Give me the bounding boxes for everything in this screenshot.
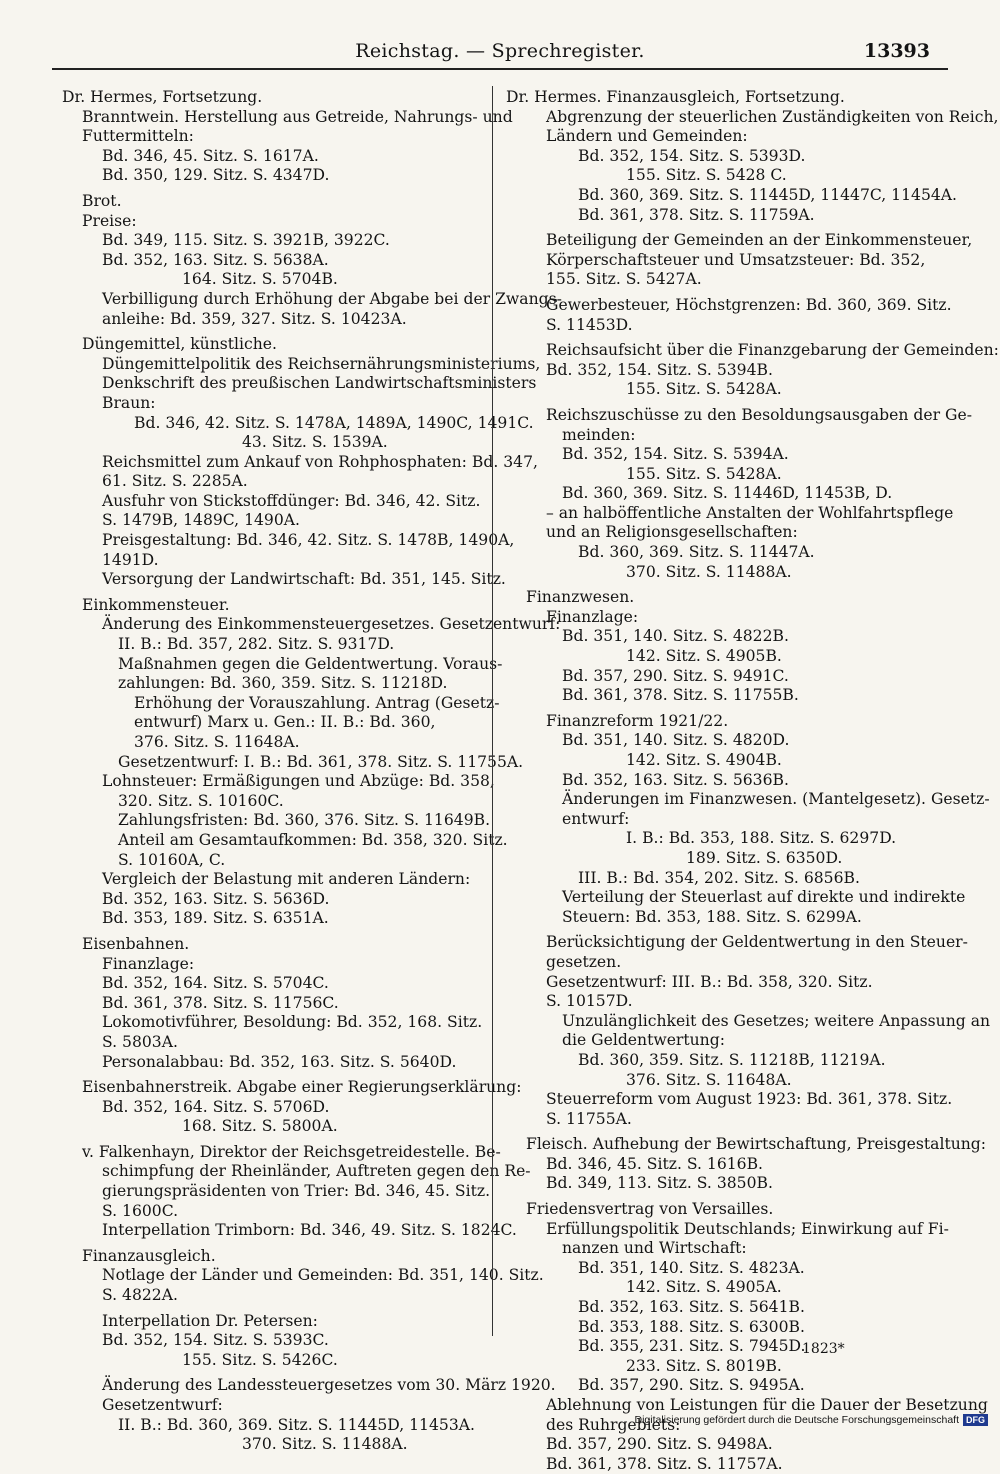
index-line: Bd. 360, 369. Sitz. S. 11447A. bbox=[578, 543, 815, 562]
index-line: Gesetzentwurf: I. B.: Bd. 361, 378. Sitz. S. 11755A. bbox=[118, 752, 524, 771]
index-line: Bd. 352, 163. Sitz. S. 5641B. bbox=[578, 1298, 805, 1317]
running-title: Reichstag. — Sprechregister. bbox=[355, 40, 645, 62]
index-line: Bd. 352, 163. Sitz. S. 5638A. bbox=[102, 250, 329, 269]
index-line: II. B.: Bd. 360, 369. Sitz. S. 11445D, 11453A. bbox=[118, 1415, 475, 1434]
index-line: Gesetzentwurf: bbox=[102, 1396, 223, 1414]
index-line: Einkommensteuer. bbox=[82, 595, 230, 614]
signature-mark: 1823* bbox=[802, 1341, 845, 1357]
index-line: Preise: bbox=[82, 211, 137, 230]
index-line: Bd. 361, 378. Sitz. S. 11759A. bbox=[578, 205, 815, 224]
index-line: Erhöhung der Vorauszahlung. Antrag (Gesetz- bbox=[134, 693, 500, 712]
index-line: 376. Sitz. S. 11648A. bbox=[134, 733, 300, 751]
index-line: S. 1479B, 1489C, 1490A. bbox=[102, 511, 300, 530]
index-line: Lohnsteuer: Ermäßigungen und Abzüge: Bd. 358, bbox=[102, 772, 495, 791]
index-line: Steuerreform vom August 1923: Bd. 361, 378. Sitz. bbox=[546, 1090, 953, 1109]
index-line: Reichsmittel zum Ankauf von Rohphosphaten: Bd. 347, bbox=[102, 452, 538, 471]
index-line: Interpellation Dr. Petersen: bbox=[102, 1311, 318, 1330]
index-line: Bd. 352, 164. Sitz. S. 5706D. bbox=[102, 1097, 330, 1116]
index-line: Personalabbau: Bd. 352, 163. Sitz. S. 5640D. bbox=[102, 1052, 457, 1071]
index-line: 1491D. bbox=[102, 550, 159, 569]
index-line: schimpfung der Rheinländer, Auftreten gegen den Re- bbox=[102, 1162, 531, 1181]
dfg-logo: DFG bbox=[963, 1414, 988, 1426]
index-line: Bd. 352, 154. Sitz. S. 5393D. bbox=[578, 146, 806, 165]
index-line: Bd. 351, 140. Sitz. S. 4820D. bbox=[562, 731, 790, 750]
index-line: Verteilung der Steuerlast auf direkte und indirekte bbox=[562, 888, 966, 907]
index-line: S. 1600C. bbox=[102, 1201, 179, 1220]
index-line: v. Falkenhayn, Direktor der Reichsgetreidestelle. Be- bbox=[82, 1142, 501, 1161]
index-line: Bd. 346, 45. Sitz. S. 1617A. bbox=[102, 146, 319, 165]
header-rule bbox=[52, 68, 948, 70]
index-line: Notlage der Länder und Gemeinden: Bd. 351, 140. Sitz. bbox=[102, 1266, 544, 1285]
index-line: Futtermitteln: bbox=[82, 127, 194, 146]
index-line: Bd. 349, 113. Sitz. S. 3850B. bbox=[546, 1174, 773, 1193]
index-line: Änderung des Einkommensteuergesetzes. Gesetzentwurf: bbox=[102, 615, 561, 634]
index-line: Lokomotivführer, Besoldung: Bd. 352, 168. Sitz. bbox=[102, 1013, 483, 1032]
index-line: Finanzreform 1921/22. bbox=[546, 711, 729, 730]
index-line: Verbilligung durch Erhöhung der Abgabe bei der Zwangs- bbox=[102, 289, 562, 308]
index-line: 142. Sitz. S. 4905A. bbox=[626, 1278, 782, 1297]
index-line: Beteiligung der Gemeinden an der Einkommensteuer, bbox=[546, 231, 973, 250]
index-line: 142. Sitz. S. 4904B. bbox=[626, 751, 782, 769]
index-line: Bd. 346, 42. Sitz. S. 1478A, 1489A, 1490C, 1491C. bbox=[134, 413, 534, 432]
index-line: Reichsaufsicht über die Finanzgebarung der Gemeinden: bbox=[546, 341, 999, 360]
index-line: entwurf) Marx u. Gen.: II. B.: Bd. 360, bbox=[134, 713, 436, 732]
index-line: Eisenbahnen. bbox=[82, 934, 190, 953]
index-line: 43. Sitz. S. 1539A. bbox=[242, 433, 388, 452]
index-line: S. 11453D. bbox=[546, 315, 633, 334]
index-line: Ländern und Gemeinden: bbox=[546, 127, 748, 146]
index-line: Bd. 360, 359. Sitz. S. 11218B, 11219A. bbox=[578, 1050, 886, 1069]
index-line: S. 10160A, C. bbox=[118, 850, 226, 869]
index-line: Bd. 357, 290. Sitz. S. 9495A. bbox=[578, 1376, 805, 1395]
index-line: 233. Sitz. S. 8019B. bbox=[626, 1356, 782, 1375]
index-line: Änderung des Landessteuergesetzes vom 30. März 1920. bbox=[102, 1376, 556, 1395]
index-line: 155. Sitz. S. 5426C. bbox=[182, 1350, 338, 1369]
index-line: Finanzlage: bbox=[546, 607, 639, 626]
index-line: Bd. 361, 378. Sitz. S. 11755B. bbox=[562, 686, 799, 705]
index-line: entwurf: bbox=[562, 809, 630, 828]
index-line: 168. Sitz. S. 5800A. bbox=[182, 1117, 338, 1136]
index-line: Finanzlage: bbox=[102, 954, 195, 973]
page-header bbox=[0, 40, 1000, 72]
index-line: 370. Sitz. S. 11488A. bbox=[242, 1435, 408, 1454]
left-column bbox=[62, 88, 562, 1455]
index-line: III. B.: Bd. 354, 202. Sitz. S. 6856B. bbox=[578, 868, 860, 887]
footer bbox=[634, 1414, 988, 1426]
index-line: und an Religionsgesellschaften: bbox=[546, 523, 798, 542]
index-line: Körperschaftsteuer und Umsatzsteuer: Bd. 352, bbox=[546, 250, 926, 269]
index-line: Eisenbahnerstreik. Abgabe einer Regierungserklärung: bbox=[82, 1078, 522, 1097]
index-line: Versorgung der Landwirtschaft: Bd. 351, 145. Sitz. bbox=[102, 570, 506, 589]
index-line: Interpellation Trimborn: Bd. 346, 49. Sitz. S. 1824C. bbox=[102, 1221, 517, 1240]
index-line: Brot. bbox=[82, 191, 122, 210]
index-line: Bd. 351, 140. Sitz. S. 4822B. bbox=[562, 627, 789, 646]
index-line: 142. Sitz. S. 4905B. bbox=[626, 647, 782, 666]
index-line: I. B.: Bd. 353, 188. Sitz. S. 6297D. bbox=[626, 829, 897, 848]
index-line: Preisgestaltung: Bd. 346, 42. Sitz. S. 1478B, 1490A, bbox=[102, 531, 515, 550]
footer-text: Digitalisierung gefördert durch die Deutsche Forschungsgemeinschaft bbox=[634, 1414, 959, 1426]
index-line: Erfüllungspolitik Deutschlands; Einwirkung auf Fi- bbox=[546, 1219, 949, 1238]
index-line: Düngemittel, künstliche. bbox=[82, 335, 277, 354]
index-line: Gewerbesteuer, Höchstgrenzen: Bd. 360, 369. Sitz. bbox=[546, 295, 952, 314]
column-divider bbox=[492, 86, 493, 1336]
index-line: Bd. 352, 163. Sitz. S. 5636B. bbox=[562, 770, 789, 789]
index-line: Bd. 357, 290. Sitz. S. 9491C. bbox=[562, 666, 789, 685]
index-line: 164. Sitz. S. 5704B. bbox=[182, 270, 338, 289]
index-line: Bd. 360, 369. Sitz. S. 11446D, 11453B, D. bbox=[562, 484, 893, 503]
index-line: Änderungen im Finanzwesen. (Mantelgesetz). Gesetz- bbox=[562, 790, 990, 809]
index-line: Bd. 353, 188. Sitz. S. 6300B. bbox=[578, 1317, 805, 1336]
index-line: 155. Sitz. S. 5428A. bbox=[626, 464, 782, 483]
index-line: Bd. 351, 140. Sitz. S. 4823A. bbox=[578, 1258, 805, 1277]
index-line: Maßnahmen gegen die Geldentwertung. Voraus- bbox=[118, 654, 503, 673]
index-line: 320. Sitz. S. 10160C. bbox=[118, 791, 284, 810]
index-line: Dr. Hermes, Fortsetzung. bbox=[62, 88, 263, 106]
index-line: Fleisch. Aufhebung der Bewirtschaftung, Preisgestaltung: bbox=[526, 1135, 987, 1154]
index-line: Dr. Hermes. Finanzausgleich, Fortsetzung. bbox=[506, 88, 845, 106]
index-line: Denkschrift des preußischen Landwirtschaftsministers bbox=[102, 374, 537, 393]
index-line: meinden: bbox=[562, 425, 636, 444]
index-line: Bd. 352, 163. Sitz. S. 5636D. bbox=[102, 889, 330, 908]
page-number: 13393 bbox=[863, 40, 930, 62]
index-line: Bd. 355, 231. Sitz. S. 7945D. bbox=[578, 1337, 806, 1356]
index-line: Finanzwesen. bbox=[526, 588, 635, 607]
index-line: die Geldentwertung: bbox=[562, 1031, 725, 1050]
index-line: Vergleich der Belastung mit anderen Ländern: bbox=[102, 870, 471, 889]
index-line: 189. Sitz. S. 6350D. bbox=[686, 848, 843, 867]
index-line: 155. Sitz. S. 5428 C. bbox=[626, 166, 787, 185]
index-line: Bd. 346, 45. Sitz. S. 1616B. bbox=[546, 1154, 763, 1173]
index-line: S. 5803A. bbox=[102, 1032, 178, 1051]
index-line: Anteil am Gesamtaufkommen: Bd. 358, 320. Sitz. bbox=[118, 830, 508, 849]
index-line: Bd. 349, 115. Sitz. S. 3921B, 3922C. bbox=[102, 231, 390, 250]
index-line: S. 4822A. bbox=[102, 1286, 178, 1305]
index-line: Ausfuhr von Stickstoffdünger: Bd. 346, 42. Sitz. bbox=[102, 491, 481, 510]
index-line: 376. Sitz. S. 11648A. bbox=[626, 1070, 792, 1089]
index-line: Abgrenzung der steuerlichen Zuständigkeiten von Reich, bbox=[546, 107, 999, 126]
index-line: gierungspräsidenten von Trier: Bd. 346, 45. Sitz. bbox=[102, 1182, 491, 1201]
index-line: Bd. 360, 369. Sitz. S. 11445D, 11447C, 11454A. bbox=[578, 185, 958, 204]
index-line: Ablehnung von Leistungen für die Dauer der Besetzung bbox=[546, 1396, 988, 1414]
index-line: Braun: bbox=[102, 393, 156, 412]
index-line: – an halböffentliche Anstalten der Wohlfahrtspflege bbox=[546, 503, 954, 522]
index-line: 155. Sitz. S. 5428A. bbox=[626, 380, 782, 399]
index-line: 61. Sitz. S. 2285A. bbox=[102, 472, 248, 491]
index-line: Friedensvertrag von Versailles. bbox=[526, 1200, 774, 1219]
index-line: Bd. 353, 189. Sitz. S. 6351A. bbox=[102, 909, 329, 928]
index-line: Bd. 350, 129. Sitz. S. 4347D. bbox=[102, 166, 330, 185]
index-line: Bd. 352, 164. Sitz. S. 5704C. bbox=[102, 974, 329, 993]
index-line: nanzen und Wirtschaft: bbox=[562, 1239, 747, 1258]
index-line: Bd. 352, 154. Sitz. S. 5394A. bbox=[562, 445, 789, 464]
index-line: Zahlungsfristen: Bd. 360, 376. Sitz. S. 11649B. bbox=[118, 811, 491, 830]
index-line: Steuern: Bd. 353, 188. Sitz. S. 6299A. bbox=[562, 907, 862, 926]
index-line: Bd. 352, 154. Sitz. S. 5393C. bbox=[102, 1331, 329, 1350]
index-line: anleihe: Bd. 359, 327. Sitz. S. 10423A. bbox=[102, 309, 407, 328]
index-line: Bd. 361, 378. Sitz. S. 11756C. bbox=[102, 993, 339, 1012]
index-line: Gesetzentwurf: III. B.: Bd. 358, 320. Sitz. bbox=[546, 972, 873, 991]
index-line: gesetzen. bbox=[546, 952, 622, 971]
index-line: zahlungen: Bd. 360, 359. Sitz. S. 11218D. bbox=[118, 674, 448, 693]
index-line: Berücksichtigung der Geldentwertung in den Steuer- bbox=[546, 933, 968, 952]
index-line: Reichszuschüsse zu den Besoldungsausgaben der Ge- bbox=[546, 405, 972, 424]
index-line: S. 10157D. bbox=[546, 992, 633, 1011]
index-line: des Ruhrgebiets: bbox=[546, 1415, 681, 1434]
index-line: Finanzausgleich. bbox=[82, 1246, 216, 1265]
index-line: II. B.: Bd. 357, 282. Sitz. S. 9317D. bbox=[118, 635, 395, 654]
index-line: 370. Sitz. S. 11488A. bbox=[626, 562, 792, 581]
index-line: Branntwein. Herstellung aus Getreide, Nahrungs- und bbox=[82, 107, 513, 126]
index-line: Bd. 361, 378. Sitz. S. 11757A. bbox=[546, 1454, 783, 1473]
index-line: Bd. 357, 290. Sitz. S. 9498A. bbox=[546, 1435, 773, 1454]
index-line: S. 11755A. bbox=[546, 1109, 632, 1128]
index-line: Düngemittelpolitik des Reichsernährungsministeriums, bbox=[102, 354, 541, 373]
index-line: Unzulänglichkeit des Gesetzes; weitere Anpassung an bbox=[562, 1011, 991, 1030]
index-line: 155. Sitz. S. 5427A. bbox=[546, 270, 702, 289]
index-line: Bd. 352, 154. Sitz. S. 5394B. bbox=[546, 360, 773, 379]
